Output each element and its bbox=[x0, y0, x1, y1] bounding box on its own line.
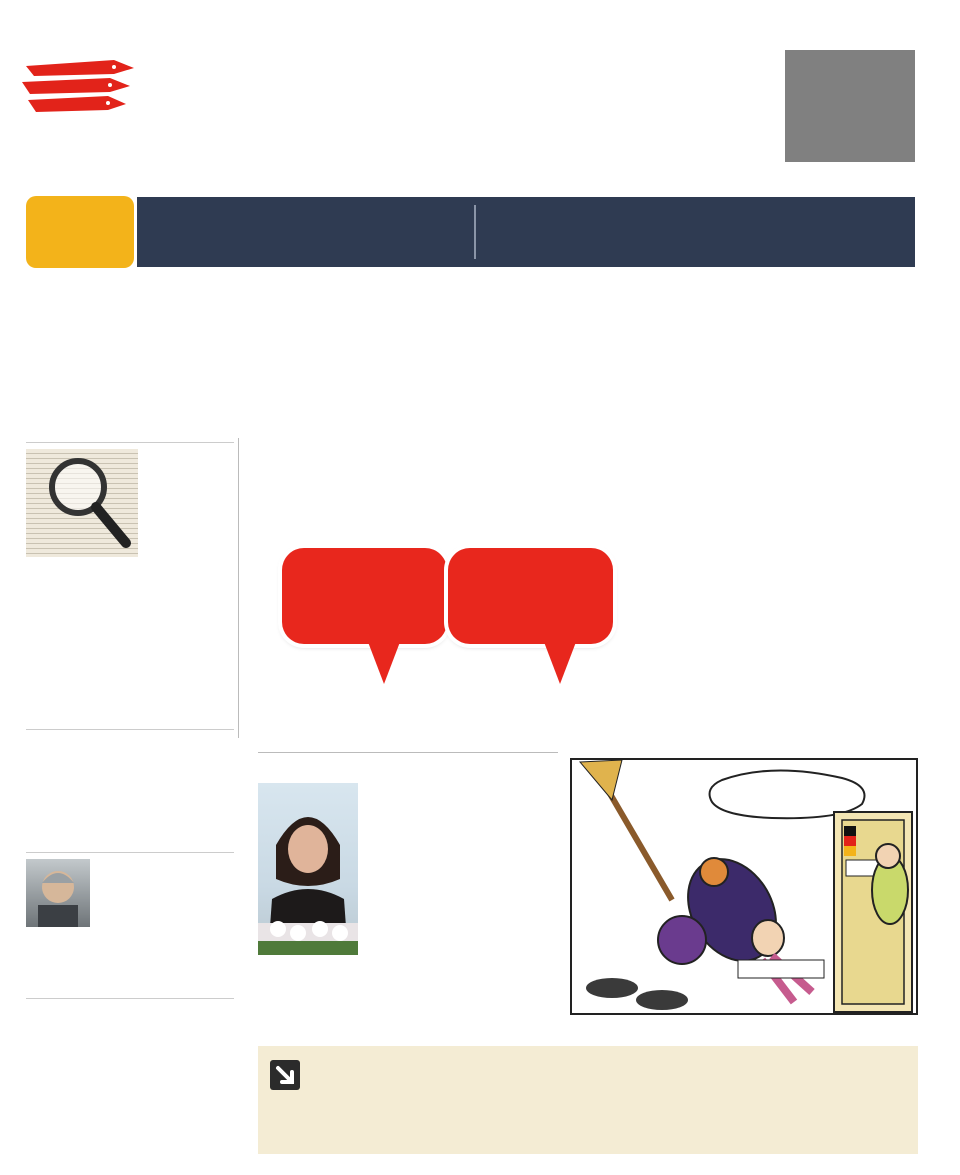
bubble-tail bbox=[368, 642, 400, 684]
column-divider bbox=[238, 438, 239, 738]
perama-box bbox=[258, 1046, 918, 1154]
bubble-tail bbox=[544, 642, 576, 684]
lead-body bbox=[662, 550, 917, 580]
story-body-rest bbox=[26, 559, 234, 667]
magnifier-photo bbox=[26, 449, 138, 557]
story-prisons bbox=[26, 440, 234, 653]
story-body-top bbox=[144, 449, 232, 557]
section-label bbox=[26, 850, 234, 853]
banner-divider bbox=[474, 205, 476, 259]
section-label bbox=[26, 440, 234, 443]
section-label bbox=[26, 727, 234, 730]
opinion-author-photo bbox=[258, 783, 358, 955]
insurance-badge[interactable] bbox=[26, 196, 134, 268]
arrow-icon bbox=[270, 1060, 300, 1090]
author-photo bbox=[26, 859, 90, 927]
quill-logo-icon bbox=[22, 52, 134, 126]
bubble-left-text bbox=[282, 548, 447, 644]
political-cartoon bbox=[570, 758, 918, 1015]
promo-box bbox=[785, 50, 915, 162]
speech-bubble-left bbox=[282, 548, 447, 684]
bubble-right-text bbox=[448, 548, 613, 644]
banner-strip bbox=[137, 197, 915, 267]
section-label bbox=[26, 996, 234, 999]
story-art bbox=[26, 850, 234, 883]
speech-bubble-right bbox=[448, 548, 613, 684]
opinion-top-rule bbox=[258, 752, 558, 753]
